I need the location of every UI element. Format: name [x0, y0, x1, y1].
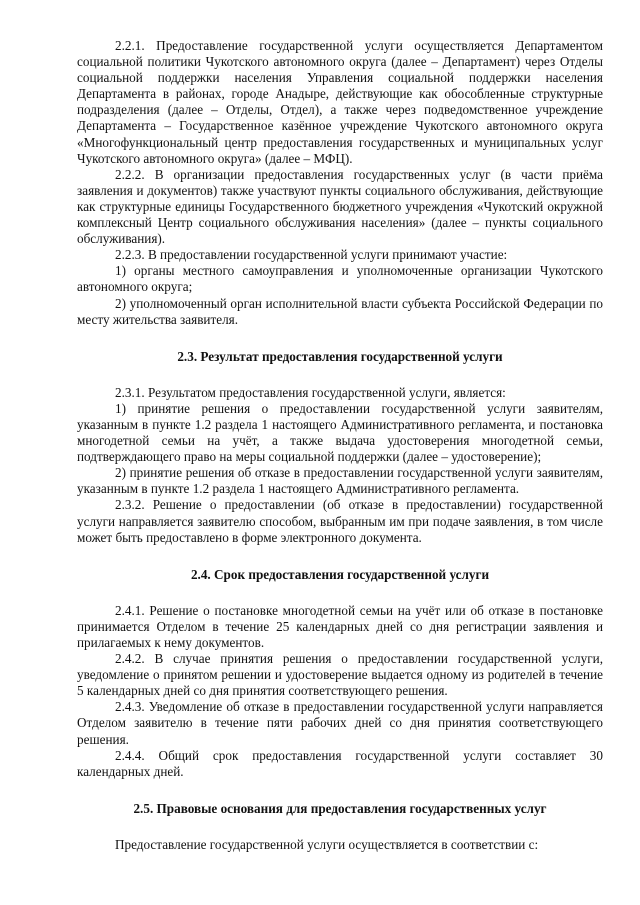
list-item-2-3-1-1: 1) принятие решения о предоставлении государственной услуги заявителям, указанным в пункте 1.2 раздела 1 настоящего Административного регламента, и постановка многодетной семьи на учёт, а также выдача удостоверения многодетной семьи, подтверждающего право на меры социальной поддержки (далее – удостоверение);	[77, 400, 603, 465]
paragraph-2-4-2: 2.4.2. В случае принятия решения о предоставлении государственной услуги, уведомление о принятом решении и удостоверение выдается одному из родителей в течение 5 календарных дней со дня принятия соответствующего решения.	[77, 651, 603, 699]
paragraph-2-4-4: 2.4.4. Общий срок предоставления государственной услуги составляет 30 календарных дней.	[77, 747, 603, 779]
section-heading-2-4: 2.4. Срок предоставления государственной услуги	[190, 566, 490, 582]
paragraph-2-3-1: 2.3.1. Результатом предоставления государственной услуги, является:	[115, 384, 506, 400]
paragraph-2-3-2: 2.3.2. Решение о предоставлении (об отказе в предоставлении) государственной услуги направляется заявителю способом, выбранным им при подаче заявления, в том числе может быть предоставлено в форме электронного документа.	[77, 497, 603, 545]
section-heading-2-3: 2.3. Результат предоставления государственной услуги	[177, 348, 503, 364]
list-item-2-3-1-2: 2) принятие решения об отказе в предоставлении государственной услуги заявителям, указанным в пункте 1.2 раздела 1 настоящего Административного регламента.	[77, 465, 603, 497]
paragraph-2-5-intro: Предоставление государственной услуги осуществляется в соответствии с:	[115, 836, 539, 852]
paragraph-2-2-2: 2.2.2. В организации предоставления государственных услуг (в части приёма заявления и документов) также участвуют пункты социального обслуживания, действующие как структурные единицы Государственного бюджетного учреждения «Чукотский окружной комплексный Центр социального обслуживания населения» (далее – пункты социального обслуживания).	[77, 166, 603, 247]
paragraph-2-2-3: 2.2.3. В предоставлении государственной услуги принимают участие:	[115, 247, 508, 263]
list-item-2-2-3-2: 2) уполномоченный орган исполнительной власти субъекта Российской Федерации по месту жительства заявителя.	[77, 295, 603, 327]
list-item-2-2-3-1: 1) органы местного самоуправления и уполномоченные организации Чукотского автономного округа;	[77, 263, 603, 295]
paragraph-2-4-3: 2.4.3. Уведомление об отказе в предоставлении государственной услуги направляется Отделом заявителю в течение пяти рабочих дней со дня принятия соответствующего решения.	[77, 699, 603, 747]
section-heading-2-5: 2.5. Правовые основания для предоставления государственных услуг	[133, 800, 547, 816]
paragraph-2-4-1: 2.4.1. Решение о постановке многодетной семьи на учёт или об отказе в постановке принимается Отделом в течение 25 календарных дней со дня регистрации заявления и прилагаемых к нему документов.	[77, 602, 603, 650]
paragraph-2-2-1: 2.2.1. Предоставление государственной услуги осуществляется Департаментом социальной политики Чукотского автономного округа (далее – Департамент) через Отделы социальной поддержки населения Управления социальной поддержки населения Департамента в районах, городе Анадыре, действующие как обособленные структурные подразделения (далее – Отделы, Отдел), а также через подведомственное учреждение Департамента – Государственное казённое учреждение Чукотского автономного округа «Многофункциональный центр предоставления государственных и муниципальных услуг Чукотского автономного округа» (далее – МФЦ).	[77, 38, 603, 166]
